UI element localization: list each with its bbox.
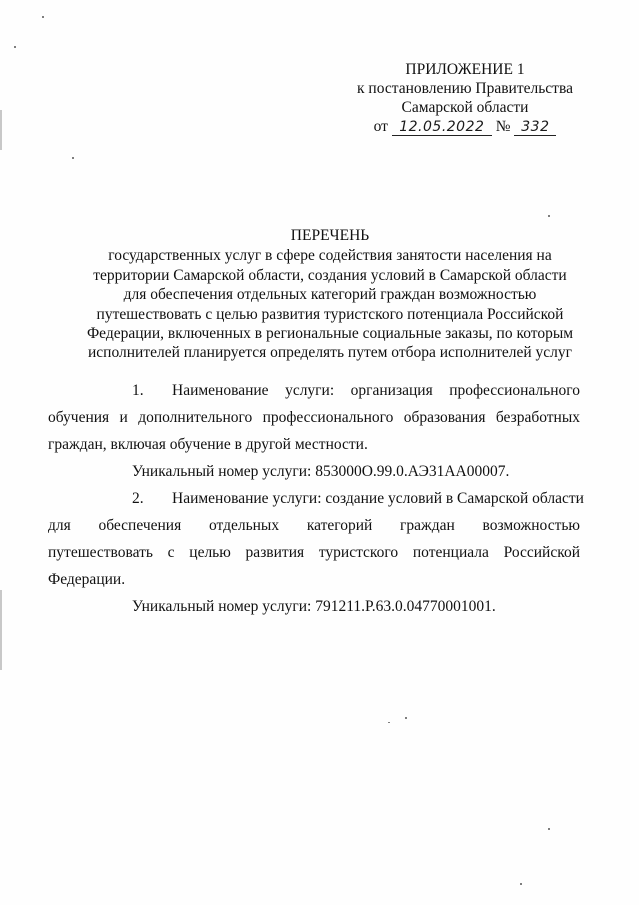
scan-speck — [14, 46, 16, 48]
scan-speck — [388, 722, 390, 723]
title-line: путешествовать с целью развития туристского потенциала Российской — [96, 305, 564, 323]
service-line: обучения и дополнительного профессионального образования безработных — [48, 409, 580, 426]
date-prefix: от — [373, 118, 388, 135]
title-line: для обеспечения отдельных категорий граждан возможностью — [123, 286, 537, 304]
title-line: исполнителей планируется определять путем отбора исполнителей услуг — [87, 344, 572, 362]
appendix-region: Самарской области — [401, 99, 529, 116]
item-number: 1. — [132, 382, 144, 399]
service-item-1 — [48, 377, 580, 485]
title-line: Федерации, включенных в региональные социальные заказы, по которым — [86, 325, 574, 343]
title-line: территории Самарской области, создания условий в Самарской области — [93, 266, 567, 284]
appendix-header — [345, 60, 585, 136]
scan-speck — [405, 717, 407, 719]
service-line: граждан, включая обучение в другой местности. — [48, 436, 368, 453]
service-line: для обеспечения отдельных категорий граждан возможностью — [48, 517, 580, 534]
unique-service-number: Уникальный номер услуги: 791211.Р.63.0.04770001001. — [132, 598, 496, 615]
scan-speck — [520, 883, 522, 885]
appendix-date-line — [345, 117, 585, 136]
service-line: путешествовать с целью развития туристского потенциала Российской — [48, 544, 580, 561]
service-line: Федерации. — [48, 571, 126, 588]
scan-speck — [548, 828, 550, 830]
appendix-reference: к постановлению Правительства — [357, 80, 573, 97]
scan-speck — [72, 157, 74, 159]
services-list — [48, 377, 584, 620]
unique-service-number: Уникальный номер услуги: 853000О.99.0.АЭ31АА00007. — [132, 463, 510, 480]
appendix-title: ПРИЛОЖЕНИЕ 1 — [405, 61, 525, 78]
service-name-start: Наименование услуги: организация профессионального — [172, 382, 580, 399]
service-line — [90, 485, 584, 512]
handwritten-number: 332 — [514, 120, 556, 136]
service-line — [90, 377, 580, 404]
item-number: 2. — [132, 490, 144, 507]
scan-speck — [548, 215, 550, 217]
list-title — [80, 226, 580, 363]
number-prefix: № — [495, 118, 511, 135]
service-item-2 — [48, 485, 584, 620]
scan-edge-mark — [0, 110, 2, 150]
title-line: государственных услуг в сфере содействия занятости населения на — [108, 247, 552, 265]
service-name-start: Наименование услуги: создание условий в Самарской области — [172, 490, 584, 507]
scan-speck — [42, 16, 44, 18]
scan-edge-mark — [0, 590, 2, 670]
list-heading: ПЕРЕЧЕНЬ — [290, 227, 370, 244]
handwritten-date: 12.05.2022 — [392, 120, 492, 136]
